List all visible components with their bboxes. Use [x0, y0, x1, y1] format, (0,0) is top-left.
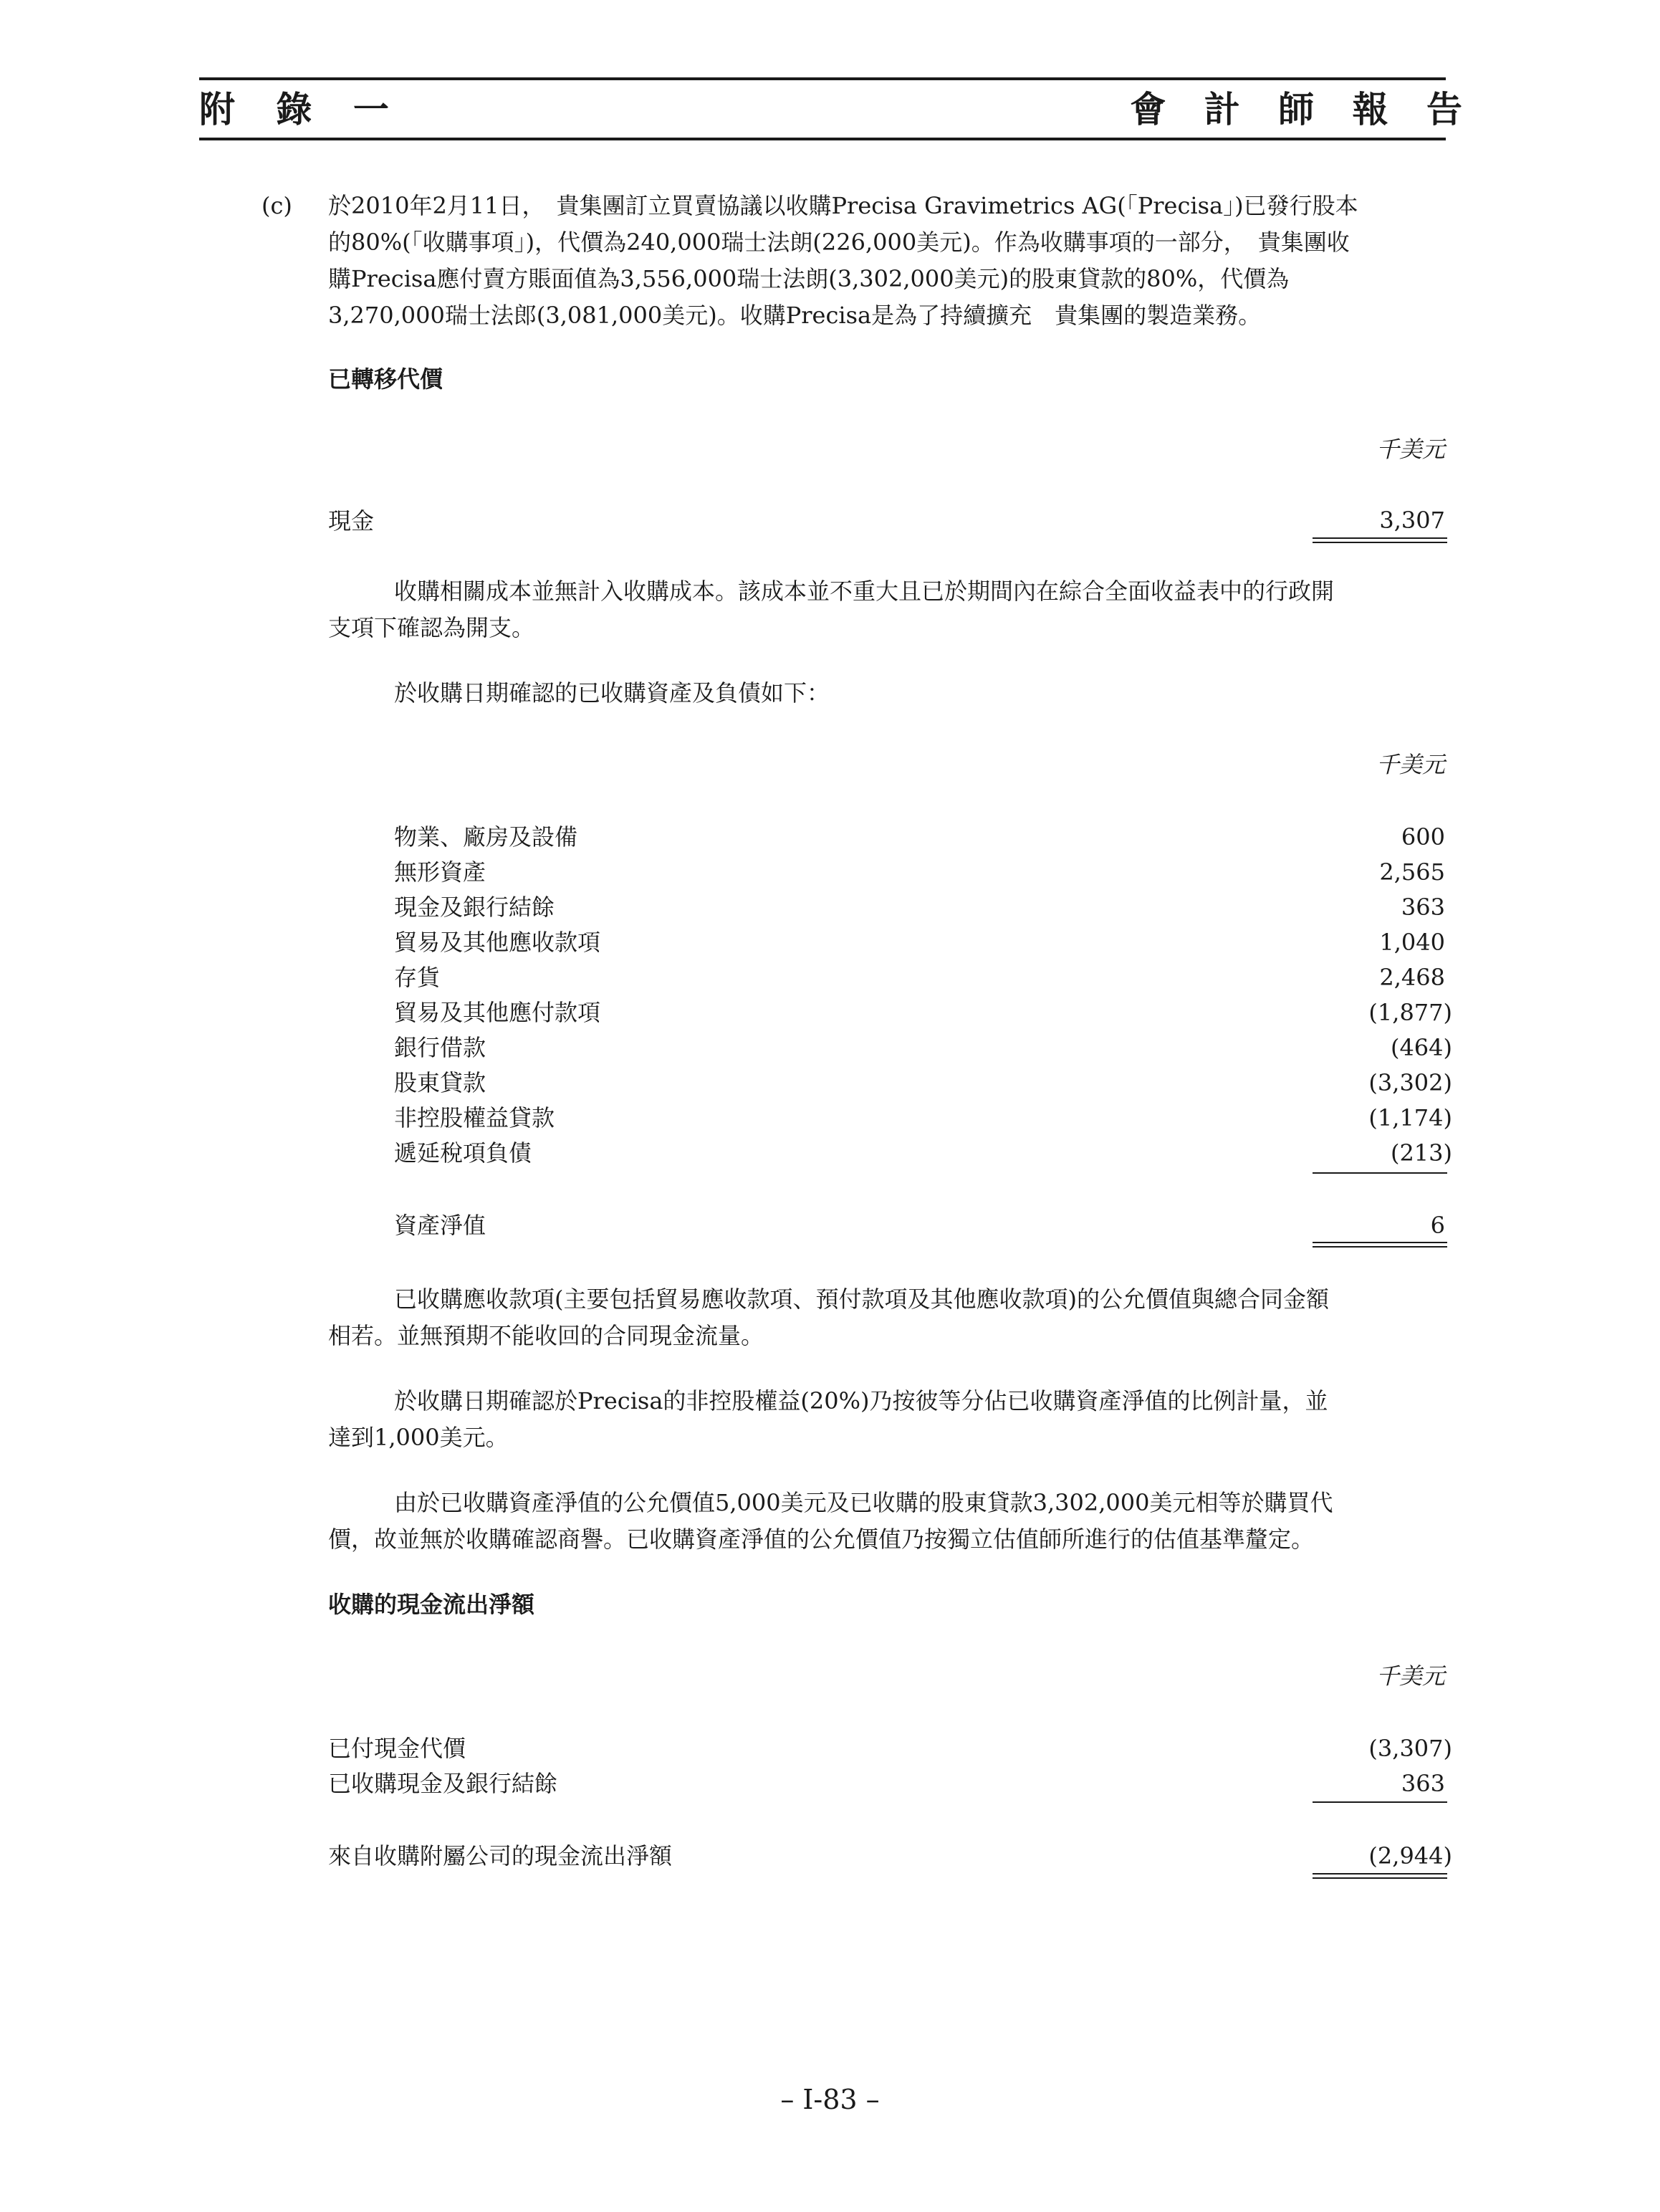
asset-value: (1,174): [1368, 1104, 1452, 1131]
header-top-rule: [199, 77, 1446, 80]
paragraph-line: 價，故並無於收購確認商譽。已收購資產淨值的公允價值乃按獨立估值師所進行的估值基準釐定。: [328, 1526, 1315, 1553]
appendix-title: 附 錄 一: [199, 88, 403, 130]
outflow-value: (3,307): [1368, 1735, 1452, 1762]
paragraph-line: 支項下確認為開支。: [328, 614, 535, 641]
paragraph-line: 收購相關成本並無計入收購成本。該成本並不重大且已於期間內在綜合全面收益表中的行政開: [394, 578, 1335, 605]
double-underline: [1313, 1242, 1447, 1243]
outflow-value: 363: [1401, 1770, 1445, 1797]
asset-value: (464): [1390, 1034, 1452, 1061]
paragraph-line: 達到1,000美元。: [328, 1424, 509, 1451]
net-assets-value: 6: [1430, 1212, 1445, 1239]
asset-value: (1,877): [1368, 999, 1452, 1026]
asset-value: 363: [1401, 894, 1445, 921]
asset-value: 2,565: [1379, 858, 1445, 886]
net-outflow-value: (2,944): [1368, 1842, 1452, 1869]
assets-unit: 千美元: [1376, 751, 1445, 778]
section-c-paragraph: [328, 188, 1447, 334]
paragraph-line: 的80%(「收購事項」)，代價為240,000瑞士法朗(226,000美元)。作為收購事項的一部分， 貴集團收: [328, 229, 1350, 256]
page-number: – I-83 –: [780, 2084, 880, 2115]
double-underline: [1313, 1246, 1447, 1248]
costs-paragraph: [328, 573, 1447, 646]
outflow-heading: 收購的現金流出淨額: [328, 1591, 535, 1618]
paragraph-line: 已收購應收款項(主要包括貿易應收款項、預付款項及其他應收款項)的公允價值與總合同金額: [394, 1285, 1329, 1313]
asset-value: 1,040: [1379, 929, 1445, 956]
receivables-paragraph: [328, 1281, 1447, 1354]
double-underline: [1313, 537, 1447, 539]
subtotal-underline: [1313, 1172, 1447, 1174]
double-underline: [1313, 1877, 1447, 1879]
asset-value: (3,302): [1368, 1069, 1452, 1096]
cash-label: 現金: [328, 507, 375, 535]
asset-value: (213): [1390, 1139, 1452, 1167]
cash-value: 3,307: [1379, 507, 1445, 534]
paragraph-line: 3,270,000瑞士法郎(3,081,000美元)。收購Precisa是為了持續擴充 貴集團的製造業務。: [328, 302, 1262, 329]
paragraph-line: 於收購日期確認於Precisa的非控股權益(20%)乃按彼等分佔已收購資產淨值的比例計量，並: [394, 1387, 1328, 1414]
asset-value: 2,468: [1379, 964, 1445, 991]
consideration-heading: 已轉移代價: [328, 365, 443, 393]
report-title: 會 計 師 報 告: [1130, 88, 1475, 130]
double-underline: [1313, 1873, 1447, 1875]
subtotal-underline: [1313, 1801, 1447, 1803]
outflow-unit: 千美元: [1376, 1662, 1445, 1690]
asset-value: 600: [1401, 823, 1445, 851]
paragraph-line: 相若。並無預期不能收回的合同現金流量。: [328, 1322, 764, 1349]
double-underline: [1313, 542, 1447, 543]
header-bottom-rule: [199, 138, 1446, 140]
paragraph-line: 購Precisa應付賣方賬面值為3,556,000瑞士法朗(3,302,000美元)的股東貸款的80%，代價為: [328, 265, 1290, 292]
assets-intro: 於收購日期確認的已收購資產及負債如下：: [394, 679, 830, 707]
paragraph-line: 於2010年2月11日， 貴集團訂立買賣協議以收購Precisa Gravimetrics AG(「Precisa」)已發行股本: [328, 192, 1358, 219]
consideration-unit: 千美元: [1376, 436, 1445, 463]
paragraph-line: 由於已收購資產淨值的公允價值5,000美元及已收購的股東貸款3,302,000美元相等於購買代: [394, 1489, 1333, 1516]
section-marker: (c): [262, 192, 292, 219]
nci-paragraph: [328, 1383, 1447, 1456]
goodwill-paragraph: [328, 1485, 1447, 1558]
